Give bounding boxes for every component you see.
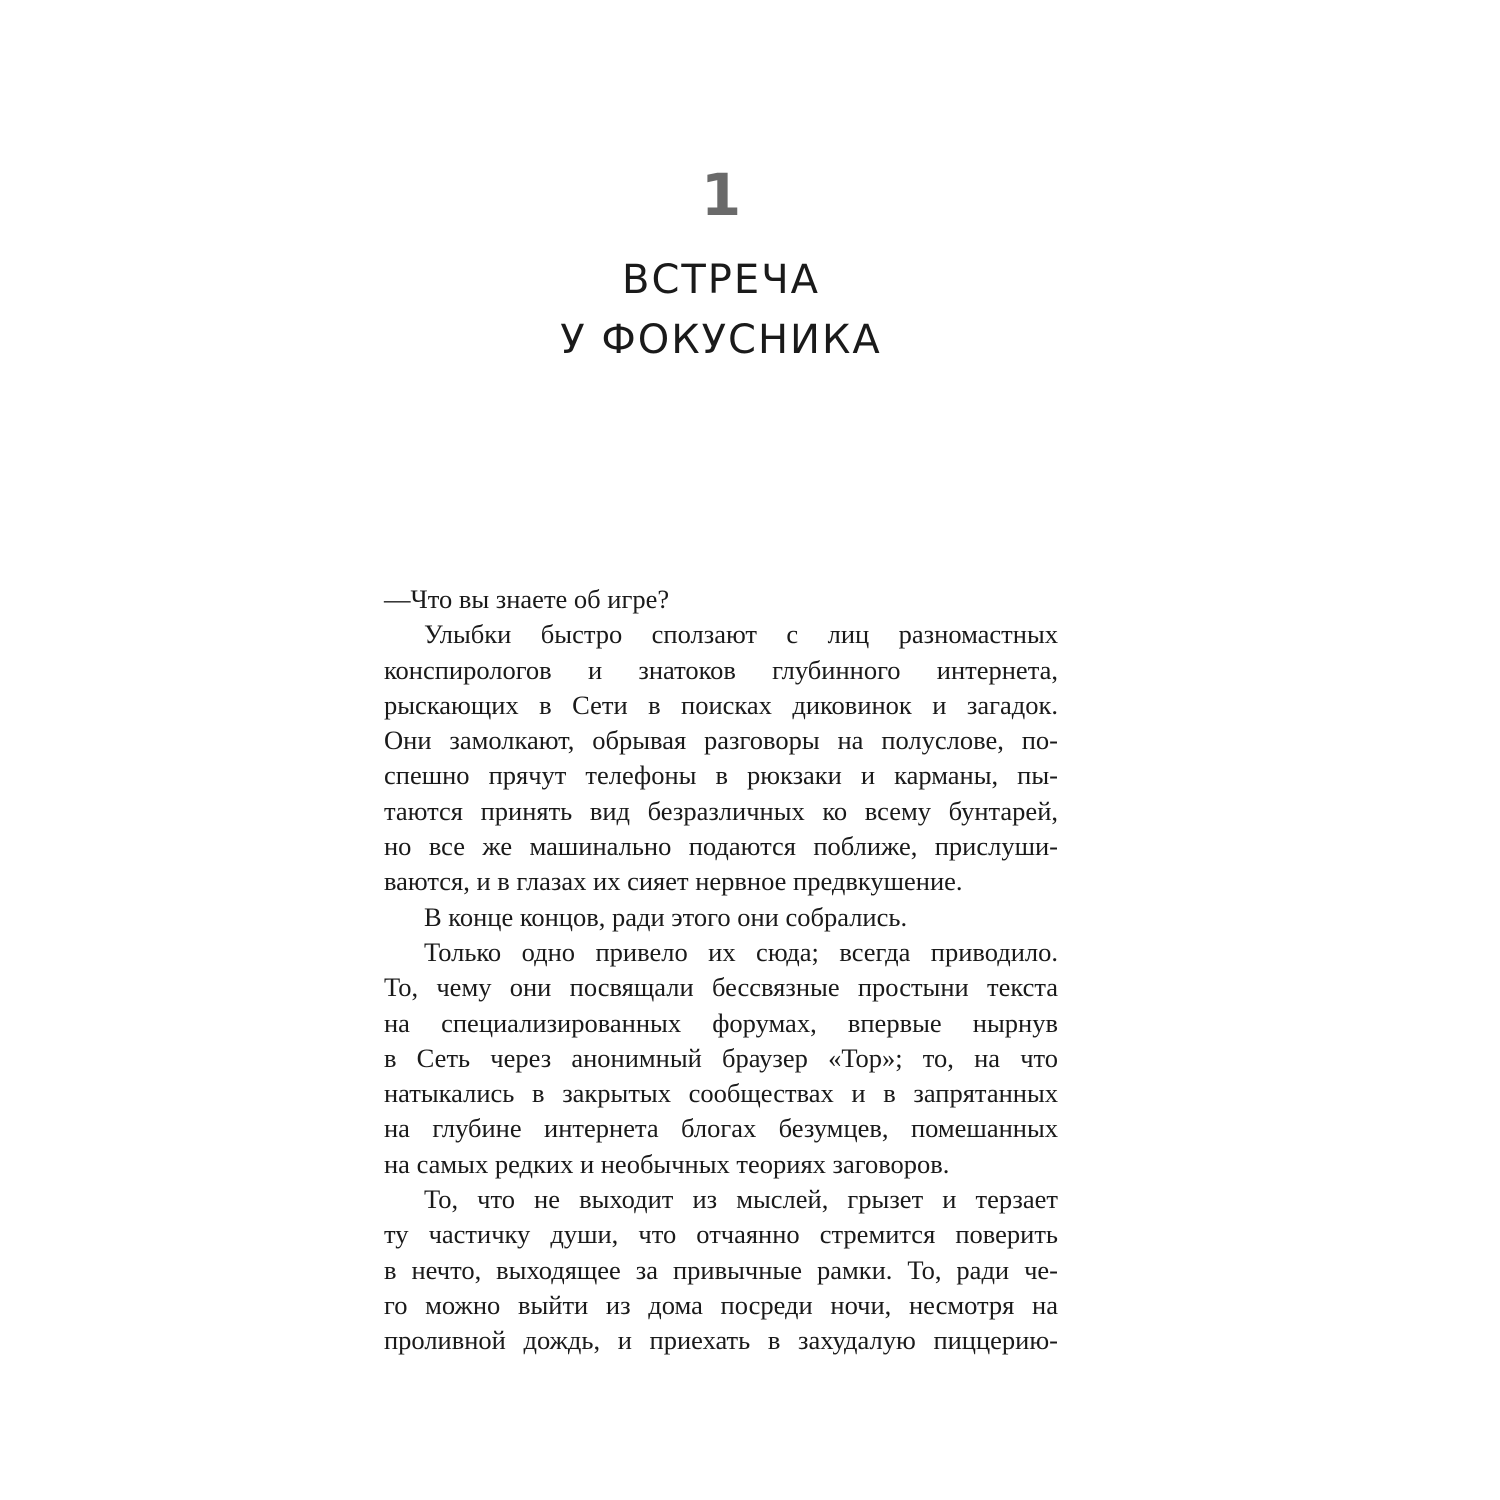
text-line: ваются, и в глазах их сияет нервное предвкушение. (384, 866, 963, 897)
text-line: в Сеть через анонимный браузер «Тор»; то, на что (384, 1042, 1058, 1073)
text-line: но все же машинально подаются поближе, прислуши- (384, 831, 1058, 862)
chapter-title-line-2: У ФОКУСНИКА (560, 317, 882, 363)
text-line: таются принять вид безразличных ко всему бунтарей, (384, 795, 1058, 826)
text-line: го можно выйти из дома посреди ночи, несмотря на (384, 1289, 1058, 1320)
chapter-number: 1 (700, 161, 742, 229)
text-line: натыкались в закрытых сообществах и в запрятанных (384, 1078, 1058, 1109)
chapter-title-line-1: ВСТРЕЧА (622, 257, 820, 303)
text-line: —Что вы знаете об игре? (384, 584, 670, 614)
text-line: Они замолкают, обрывая разговоры на полуслове, по- (384, 725, 1058, 756)
text-line: Улыбки быстро сползают с лиц разномастных (424, 619, 1058, 650)
text-line: В конце концов, ради этого они собрались. (424, 901, 908, 932)
text-line: на самых редких и необычных теориях заговоров. (384, 1148, 950, 1179)
text-line: на специализированных форумах, впервые нырнув (384, 1007, 1058, 1038)
body-text (384, 582, 1058, 1359)
text-line: То, чему они посвящали бессвязные простыни текста (384, 972, 1058, 1003)
text-line: То, что не выходит из мыслей, грызет и терзает (424, 1184, 1058, 1215)
text-line: спешно прячут телефоны в рюкзаки и карманы, пы- (384, 760, 1058, 791)
text-line: Только одно привело их сюда; всегда приводило. (424, 936, 1058, 967)
text-line: проливной дождь, и приехать в захудалую пиццерию- (384, 1325, 1058, 1356)
text-line: конспирологов и знатоков глубинного интернета, (384, 654, 1058, 685)
text-line: ту частичку души, что отчаянно стремится поверить (384, 1219, 1058, 1250)
text-line: на глубине интернета блогах безумцев, помешанных (384, 1113, 1058, 1144)
text-line: рыскающих в Сети в поисках диковинок и загадок. (384, 689, 1058, 720)
text-line: в нечто, выходящее за привычные рамки. То, ради че- (384, 1254, 1058, 1285)
chapter-title (0, 250, 1442, 370)
